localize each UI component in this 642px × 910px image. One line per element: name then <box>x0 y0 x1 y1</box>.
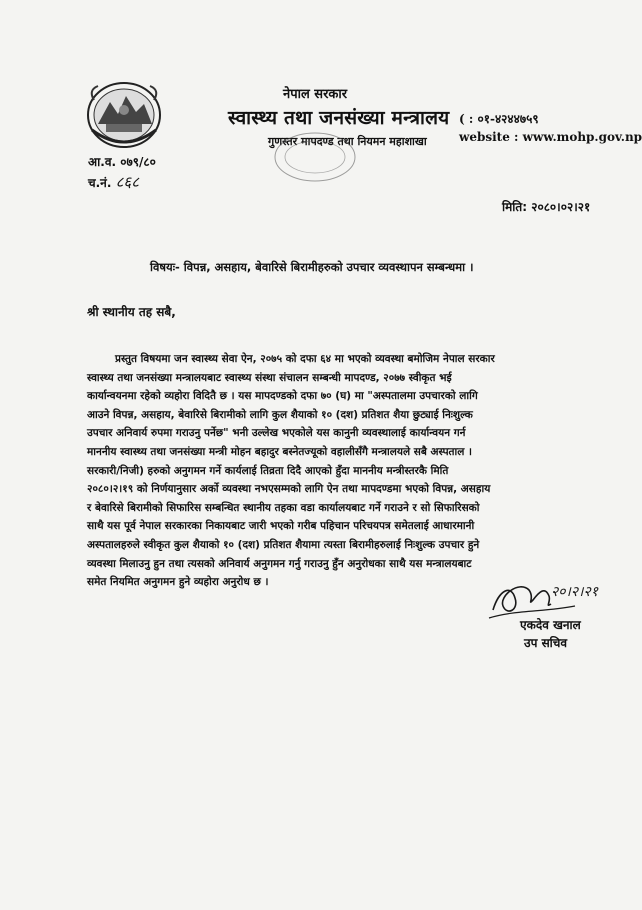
dispatch-row <box>88 172 156 193</box>
body-line: सरकारी/निजी) हरुको अनुगमन गर्ने कार्यलाई तिव्रता दिदै आएको हुँदा माननीय मन्त्रीस्तरकै मिति <box>87 464 449 477</box>
section-title: गुणस्तर मापदण्ड तथा नियमन महाशाखा <box>268 135 427 148</box>
letter-body <box>87 350 587 592</box>
fiscal-year: आ.व. ०७९/८० <box>88 155 156 169</box>
letter-subject: विषयः- विपन्न, असहाय, बेवारिसे बिरामीहरुको उपचार व्यवस्थापन सम्बन्धमा । <box>150 260 474 274</box>
phone-row <box>459 110 642 128</box>
body-line: स्वास्थ्य तथा जनसंख्या मन्त्रालयबाट स्वास्थ्य संस्था संचालन सम्बन्धी मापदण्ड, २०७७ स्वीकृत भई <box>87 371 452 384</box>
nepal-emblem-icon <box>84 80 164 150</box>
contact-block <box>459 110 642 146</box>
body-line: र बेवारिसे बिरामीको सिफारिस सम्बन्धित स्थानीय तहका वडा कार्यालयबाट गर्ने गराउने र सो सिफारिसको <box>87 501 480 514</box>
government-title: नेपाल सरकार <box>283 87 348 102</box>
body-line: प्रस्तुत विषयमा जन स्वास्थ्य सेवा ऐन, २०७५ को दफा ६४ मा भएको व्यवस्था बमोजिम नेपाल सरकार <box>115 353 495 365</box>
website-row <box>459 128 642 146</box>
body-line: आउने विपन्न, असहाय, बेवारिसे बिरामीको लागि कुल शैयाको १० (दश) प्रतिशत शैया छुट्याई निःशुल्क <box>87 408 473 421</box>
ministry-title: स्वास्थ्य तथा जनसंख्या मन्त्रालय <box>228 107 450 129</box>
letter-date: मिति: २०८०।०२।२१ <box>502 200 591 214</box>
salutation: श्री स्थानीय तह सबै, <box>87 305 176 319</box>
phone-number: : ०१-४२४४७५९ <box>468 112 539 126</box>
website-url: : www.mohp.gov.np <box>514 130 642 144</box>
body-line: कार्यान्वयनमा रहेको व्यहोरा विदितै छ । यस मापदण्डको दफा ७० (घ) मा "अस्पतालमा उपचारको लागि <box>87 390 478 403</box>
dispatch-label: च.नं. <box>88 176 112 190</box>
phone-icon: ( <box>459 112 465 126</box>
body-line: माननीय स्वास्थ्य तथा जनसंख्या मन्त्री मोहन बहादुर बस्नेतज्यूको वहालीसँगै मन्त्रालयले सबै अस्पताल । <box>87 445 473 458</box>
body-line: व्यवस्था मिलाउनु हुन तथा त्यसको अनिवार्य अनुगमन गर्नु गराउनु हुँन अनुरोधका साथै यस मन्त्रालयबाट <box>87 557 472 570</box>
signatory-name: एकदेव खनाल <box>520 618 581 632</box>
body-line: उपचार अनिवार्य रुपमा गराउनु पर्नेछ" भनी उल्लेख भएकोले यस कानुनी व्यवस्थालाई कार्यान्वयन गर्न <box>87 427 466 440</box>
body-line: अस्पतालहरुले स्वीकृत कुल शैयाको १० (दश) प्रतिशत शैयामा त्यस्ता बिरामीहरुलाई निःशुल्क उपचार हुने <box>87 538 480 551</box>
body-line: साथै यस पूर्व नेपाल सरकारका निकायबाट जारी भएको गरीब पहिचान परिचयपत्र समेतलाई आधारमानी <box>87 520 475 533</box>
reference-block <box>88 152 156 193</box>
svg-text:२०।२।२१: २०।२।२१ <box>551 584 599 600</box>
office-stamp <box>272 130 358 184</box>
dispatch-number: ८६८ <box>115 173 139 191</box>
body-line: समेत नियमित अनुगमन हुने व्यहोरा अनुरोध छ । <box>87 576 269 589</box>
website-label: website <box>459 130 510 144</box>
body-line: २०८०।२।१९ को निर्णयानुसार अर्को व्यवस्था नभएसम्मको लागि ऐन तथा मापदण्डमा भएको विपन्न, असहाय <box>87 483 491 496</box>
signatory-title: उप सचिव <box>524 636 568 650</box>
